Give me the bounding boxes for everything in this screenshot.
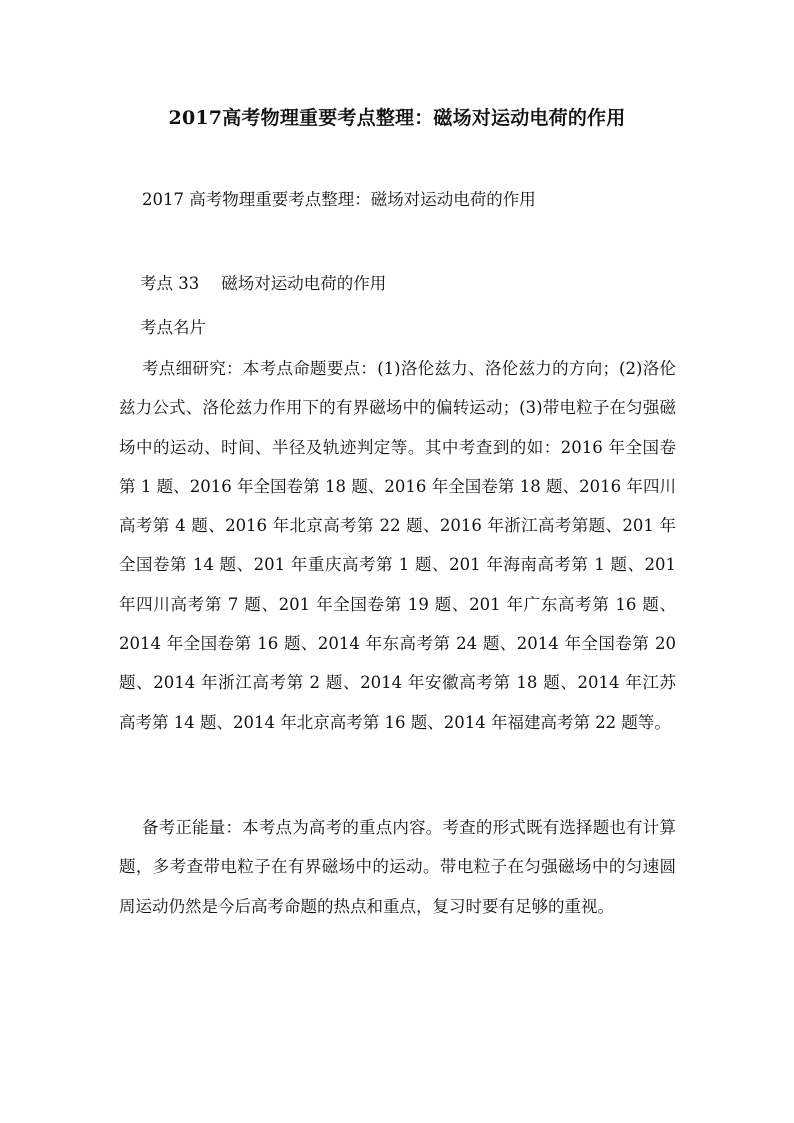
section-heading: [140, 271, 740, 297]
section-number: 考点 33: [140, 274, 200, 293]
page-title: 2017高考物理重要考点整理：磁场对运动电荷的作用: [168, 107, 626, 129]
paragraph-study-advice: 备考正能量：本考点为高考的重点内容。考查的形式既有选择题也有计算题，多考查带电粒子在有界磁场中的运动。带电粒子在匀强磁场中的匀速圆周运动仍然是今后高考命题的热点和重点，复习时要有足够的重视。: [119, 818, 676, 916]
page-subtitle: 2017 高考物理重要考点整理：磁场对运动电荷的作用: [142, 190, 536, 209]
paragraph-exam-points: 考点细研究：本考点命题要点：(1)洛伦兹力、洛伦兹力的方向；(2)洛伦兹力公式、洛伦兹力作用下的有界磁场中的偏转运动；(3)带电粒子在匀强磁场中的运动、时间、半径及轨迹判定等。其中考查到的如：2016 年全国卷第 1 题、2016 年全国卷第 18 题、2016 年全国卷第 18 题、2016 年四川高考第 4 题、2016 年北京高考第 22 题、2016 年浙江高考第题、201 年全国卷第 14 题、201 年重庆高考第 1 题、201 年海南高考第 1 题、201 年四川高考第 7 题、201 年全国卷第 19 题、201 年广东高考第 16 题、2014 年全国卷第 16 题、2014 年东高考第 24 题、2014 年全国卷第 20 题、2014 年浙江高考第 2 题、2014 年安徽高考第 18 题、2014 年江苏高考第 14 题、2014 年北京高考第 16 题、2014 年福建高考第 22 题等。: [119, 359, 676, 732]
section-name: 磁场对运动电荷的作用: [221, 274, 387, 293]
section-card-label: 考点名片: [140, 318, 206, 337]
